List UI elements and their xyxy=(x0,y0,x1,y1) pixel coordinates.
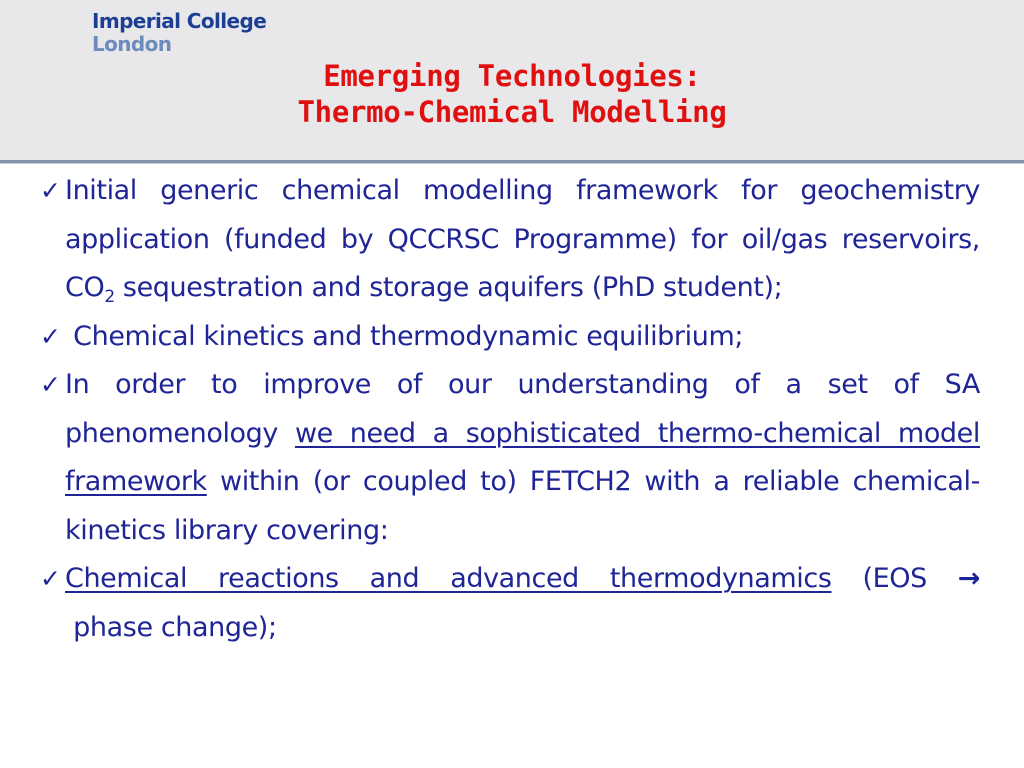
bullet-4-underlined-text: Chemical reactions and advanced thermodynamics xyxy=(65,563,832,594)
slide-title-line-2: Thermo-Chemical Modelling xyxy=(297,95,727,129)
bullet-1-subscript: 2 xyxy=(104,287,115,307)
bullet-item-3 xyxy=(40,361,980,555)
logo-line-2: London xyxy=(92,32,172,56)
checkmark-icon: ✓ xyxy=(40,564,61,593)
bullet-list xyxy=(40,167,980,652)
slide-header xyxy=(0,0,1024,163)
bullet-3-underlined-text: we need a sophisticated thermo-chemical model framework xyxy=(65,417,980,497)
bullet-item-1 xyxy=(40,167,980,313)
right-arrow-icon: → xyxy=(957,563,981,594)
bullet-2-text: Chemical kinetics and thermodynamic equilibrium; xyxy=(65,320,744,352)
logo-line-1: Imperial College xyxy=(92,9,267,33)
bullet-item-2 xyxy=(40,313,980,362)
bullet-3-text: In order to improve of our understanding of a set of SA phenomenology xyxy=(65,369,980,449)
checkmark-icon: ✓ xyxy=(40,370,61,399)
checkmark-icon: ✓ xyxy=(40,176,61,205)
bullet-3-text-end: within (or coupled to) FETCH2 with a reliable chemical-kinetics library covering: xyxy=(65,466,980,546)
bullet-4-text: (EOS xyxy=(831,563,958,594)
bullet-4-text-end: phase change); xyxy=(65,611,277,643)
bullet-1-text-end: sequestration and storage aquifers (PhD student); xyxy=(114,272,783,303)
slide-title-line-1: Emerging Technologies: xyxy=(323,59,701,93)
checkmark-icon: ✓ xyxy=(40,321,61,351)
slide-title xyxy=(0,58,1024,130)
imperial-college-logo xyxy=(92,10,266,56)
bullet-1-text: Initial generic chemical modelling framework for geochemistry application (funded by QCCRSC Programme) for oil/gas reservoirs, CO xyxy=(65,175,980,303)
bullet-item-4 xyxy=(40,555,980,652)
